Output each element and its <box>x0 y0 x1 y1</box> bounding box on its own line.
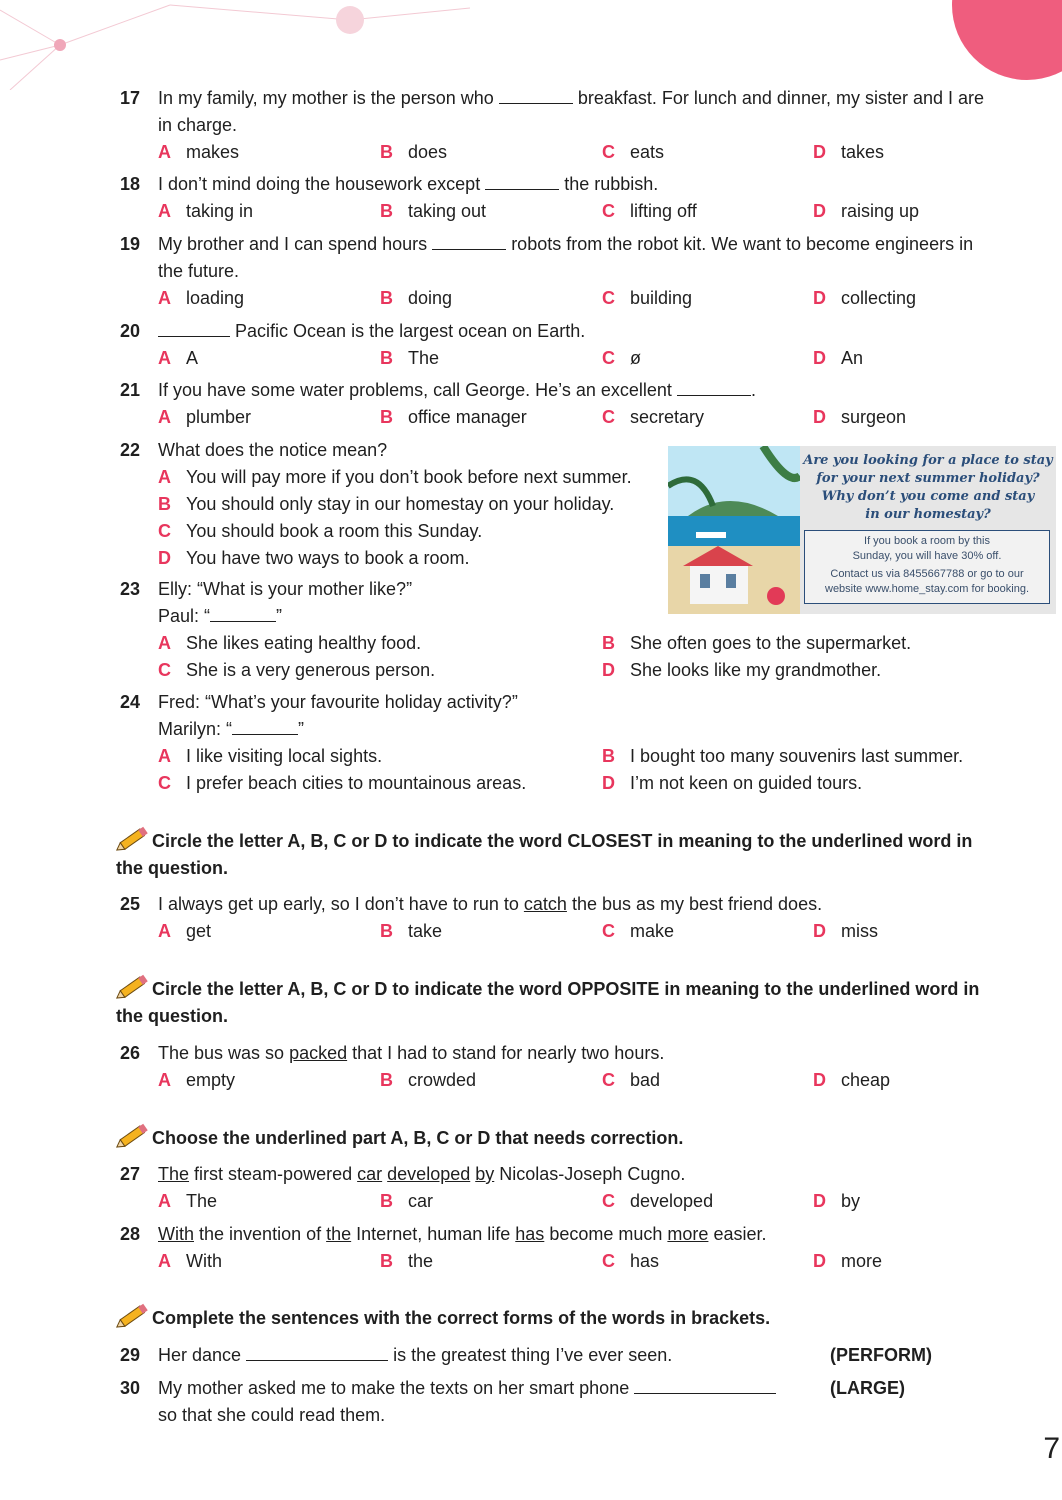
option-d[interactable]: D An <box>813 348 864 368</box>
answer-blank[interactable] <box>677 377 751 396</box>
answer-blank[interactable] <box>485 171 559 190</box>
question-text: My brother and I can spend hours <box>158 234 428 254</box>
question-number: 21 <box>120 380 141 400</box>
question-number: 19 <box>120 234 141 254</box>
instruction-correction: Choose the underlined part A, B, C or D that needs correction. <box>116 1122 1016 1152</box>
option-d[interactable]: D surgeon <box>813 407 907 427</box>
options <box>158 139 1020 166</box>
option-a[interactable]: A You will pay more if you don’t book before next summer. <box>158 467 632 487</box>
instruction-word-forms: Complete the sentences with the correct forms of the words in brackets. <box>116 1302 1016 1332</box>
option-a[interactable]: A She likes eating healthy food. <box>158 633 422 653</box>
option-b[interactable]: B does <box>380 142 448 162</box>
question-28 <box>120 1221 1020 1275</box>
option-c[interactable]: C developed <box>602 1191 714 1211</box>
option-c[interactable]: C I prefer beach cities to mountainous areas. <box>158 773 527 793</box>
question-text: ” <box>276 606 283 626</box>
answer-blank[interactable] <box>246 1342 388 1361</box>
option-a[interactable]: A makes <box>158 142 240 162</box>
question-18 <box>120 171 1020 225</box>
options <box>158 198 1020 225</box>
option-d[interactable]: D takes <box>813 142 885 162</box>
page-number: 7 <box>1043 1432 1060 1465</box>
answer-blank[interactable] <box>499 85 573 104</box>
option-d[interactable]: D I’m not keen on guided tours. <box>602 773 863 793</box>
option-b[interactable]: B The <box>380 348 440 368</box>
question-text: easier. <box>713 1224 767 1244</box>
question-26 <box>120 1040 1020 1094</box>
option-b[interactable]: B take <box>380 921 443 941</box>
question-number: 20 <box>120 321 141 341</box>
question-text: Pacific Ocean is the largest ocean on Earth. <box>235 321 586 341</box>
option-c[interactable]: C secretary <box>602 407 705 427</box>
option-a[interactable]: A The <box>158 1191 218 1211</box>
option-a[interactable]: A loading <box>158 288 245 308</box>
options <box>158 743 1020 770</box>
answer-blank[interactable] <box>210 603 276 622</box>
question-text: the rubbish. <box>564 174 659 194</box>
instruction-closest: Circle the letter A, B, C or D to indicate the word CLOSEST in meaning to the underlined word in the question. <box>116 825 1016 882</box>
options <box>158 404 1020 431</box>
options <box>158 1248 1020 1275</box>
answer-blank[interactable] <box>232 716 298 735</box>
option-b[interactable]: B doing <box>380 288 453 308</box>
underlined-part: has <box>515 1224 545 1244</box>
question-text: Marilyn: “ <box>158 719 233 739</box>
question-text: ” <box>298 719 305 739</box>
option-a[interactable]: A I like visiting local sights. <box>158 746 383 766</box>
question-24 <box>120 689 1020 797</box>
options <box>158 345 1020 372</box>
option-b[interactable]: B You should only stay in our homestay on your holiday. <box>158 494 615 514</box>
underlined-part: car <box>357 1164 383 1184</box>
option-c[interactable]: C You should book a room this Sunday. <box>158 521 483 541</box>
word-in-brackets: (PERFORM) <box>830 1345 932 1365</box>
option-d[interactable]: D She looks like my grandmother. <box>602 660 882 680</box>
option-c[interactable]: C She is a very generous person. <box>158 660 436 680</box>
question-text: is the greatest thing I’ve ever seen. <box>393 1345 673 1365</box>
question-17 <box>120 85 1020 166</box>
question-number: 30 <box>120 1378 141 1398</box>
underlined-part: developed <box>387 1164 471 1184</box>
question-text: The bus was so <box>158 1043 285 1063</box>
pencil-icon <box>116 973 152 999</box>
question-number: 26 <box>120 1043 141 1063</box>
question-number: 28 <box>120 1224 141 1244</box>
question-number: 18 <box>120 174 141 194</box>
option-a[interactable]: A get <box>158 921 212 941</box>
option-d[interactable]: D collecting <box>813 288 917 308</box>
option-c[interactable]: C make <box>602 921 675 941</box>
option-c[interactable]: C bad <box>602 1070 661 1090</box>
options <box>158 630 1020 657</box>
option-b[interactable]: B office manager <box>380 407 527 427</box>
question-25 <box>120 891 1020 945</box>
option-a[interactable]: A A <box>158 348 199 368</box>
question-number: 22 <box>120 440 141 460</box>
question-text: What does the notice mean? <box>158 440 388 460</box>
question-number: 25 <box>120 894 141 914</box>
option-c[interactable]: C eats <box>602 142 665 162</box>
question-number: 17 <box>120 88 141 108</box>
underlined-part: With <box>158 1224 194 1244</box>
question-number: 24 <box>120 692 141 712</box>
option-b[interactable]: B car <box>380 1191 434 1211</box>
question-text: My mother asked me to make the texts on her smart phone <box>158 1378 630 1398</box>
options <box>158 285 1020 312</box>
question-text: so that she could read them. <box>158 1405 386 1425</box>
question-text: Internet, human life <box>356 1224 511 1244</box>
option-d[interactable]: D cheap <box>813 1070 891 1090</box>
question-text: Fred: “What’s your favourite holiday activity?” <box>158 692 518 712</box>
option-d[interactable]: D more <box>813 1251 883 1271</box>
question-text: Nicolas-Joseph Cugno. <box>499 1164 686 1184</box>
question-text: become much <box>549 1224 663 1244</box>
decorative-lines <box>0 0 480 90</box>
option-b[interactable]: B crowded <box>380 1070 477 1090</box>
instruction-opposite: Circle the letter A, B, C or D to indicate the word OPPOSITE in meaning to the underlined word in the question. <box>116 973 1016 1030</box>
options <box>158 1188 1020 1215</box>
underlined-word: packed <box>289 1043 348 1063</box>
question-20 <box>120 318 1020 372</box>
option-a[interactable]: A With <box>158 1251 222 1271</box>
question-text: first steam-powered <box>194 1164 353 1184</box>
option-d[interactable]: D You have two ways to book a room. <box>158 548 470 568</box>
question-text: that I had to stand for nearly two hours. <box>352 1043 665 1063</box>
option-d[interactable]: D miss <box>813 921 878 941</box>
question-text: . <box>750 380 756 400</box>
notice-heading: Are you looking for a place to stay for your next summer holiday? Why don’t you come and stay in our homestay? <box>803 453 1053 522</box>
question-23 <box>120 576 1020 684</box>
underlined-part: by <box>475 1164 495 1184</box>
question-text: I don’t mind doing the housework except <box>158 174 481 194</box>
word-in-brackets: (LARGE) <box>830 1378 905 1398</box>
option-c[interactable]: C lifting off <box>602 201 697 221</box>
question-22 <box>120 437 660 572</box>
option-a[interactable]: A empty <box>158 1070 236 1090</box>
option-b[interactable]: B She often goes to the supermarket. <box>602 633 912 653</box>
question-27 <box>120 1161 1020 1215</box>
question-text: the invention of <box>199 1224 322 1244</box>
question-19 <box>120 231 1020 312</box>
question-number: 29 <box>120 1345 141 1365</box>
question-text: robots from the robot kit. We want to become engineers in <box>511 234 974 254</box>
answer-blank[interactable] <box>634 1375 776 1394</box>
options <box>158 657 1020 684</box>
question-text: Her dance <box>158 1345 242 1365</box>
question-text: Paul: “ <box>158 606 211 626</box>
answer-blank[interactable] <box>158 318 230 337</box>
question-number: 23 <box>120 579 141 599</box>
underlined-part: the <box>326 1224 352 1244</box>
question-number: 27 <box>120 1164 141 1184</box>
option-b[interactable]: B I bought too many souvenirs last summer. <box>602 746 964 766</box>
option-b[interactable]: B taking out <box>380 201 487 221</box>
option-c[interactable]: C building <box>602 288 693 308</box>
question-text: in charge. <box>158 115 238 135</box>
underlined-part: The <box>158 1164 190 1184</box>
option-a[interactable]: A plumber <box>158 407 252 427</box>
option-d[interactable]: D raising up <box>813 201 920 221</box>
pencil-icon <box>116 1122 152 1148</box>
question-text: the future. <box>158 261 240 281</box>
question-text: In my family, my mother is the person who <box>158 88 494 108</box>
options <box>158 918 1020 945</box>
option-d[interactable]: D by <box>813 1191 861 1211</box>
question-text: If you have some water problems, call George. He’s an excellent <box>158 380 672 400</box>
question-text: the bus as my best friend does. <box>571 894 823 914</box>
option-b[interactable]: B the <box>380 1251 434 1271</box>
option-c[interactable]: C has <box>602 1251 660 1271</box>
underlined-part: more <box>667 1224 709 1244</box>
question-21 <box>120 377 1020 431</box>
question-text: I always get up early, so I don’t have to run to <box>158 894 519 914</box>
answer-blank[interactable] <box>432 231 506 250</box>
pencil-icon <box>116 825 152 851</box>
underlined-word: catch <box>523 894 567 914</box>
notice-offer-box: If you book a room by this Sunday, you will have 30% off. Contact us via 8455667788 or go to our website www.home_stay.com for booking. <box>804 530 1050 604</box>
option-a[interactable]: A taking in <box>158 201 254 221</box>
question-text: Elly: “What is your mother like?” <box>158 579 413 599</box>
question-text: breakfast. For lunch and dinner, my sister and I are <box>577 88 985 108</box>
options <box>158 770 1020 797</box>
options <box>158 1067 1020 1094</box>
pencil-icon <box>116 1302 152 1328</box>
decorative-pink-circle <box>952 0 1062 80</box>
option-c[interactable]: C ø <box>602 348 641 368</box>
